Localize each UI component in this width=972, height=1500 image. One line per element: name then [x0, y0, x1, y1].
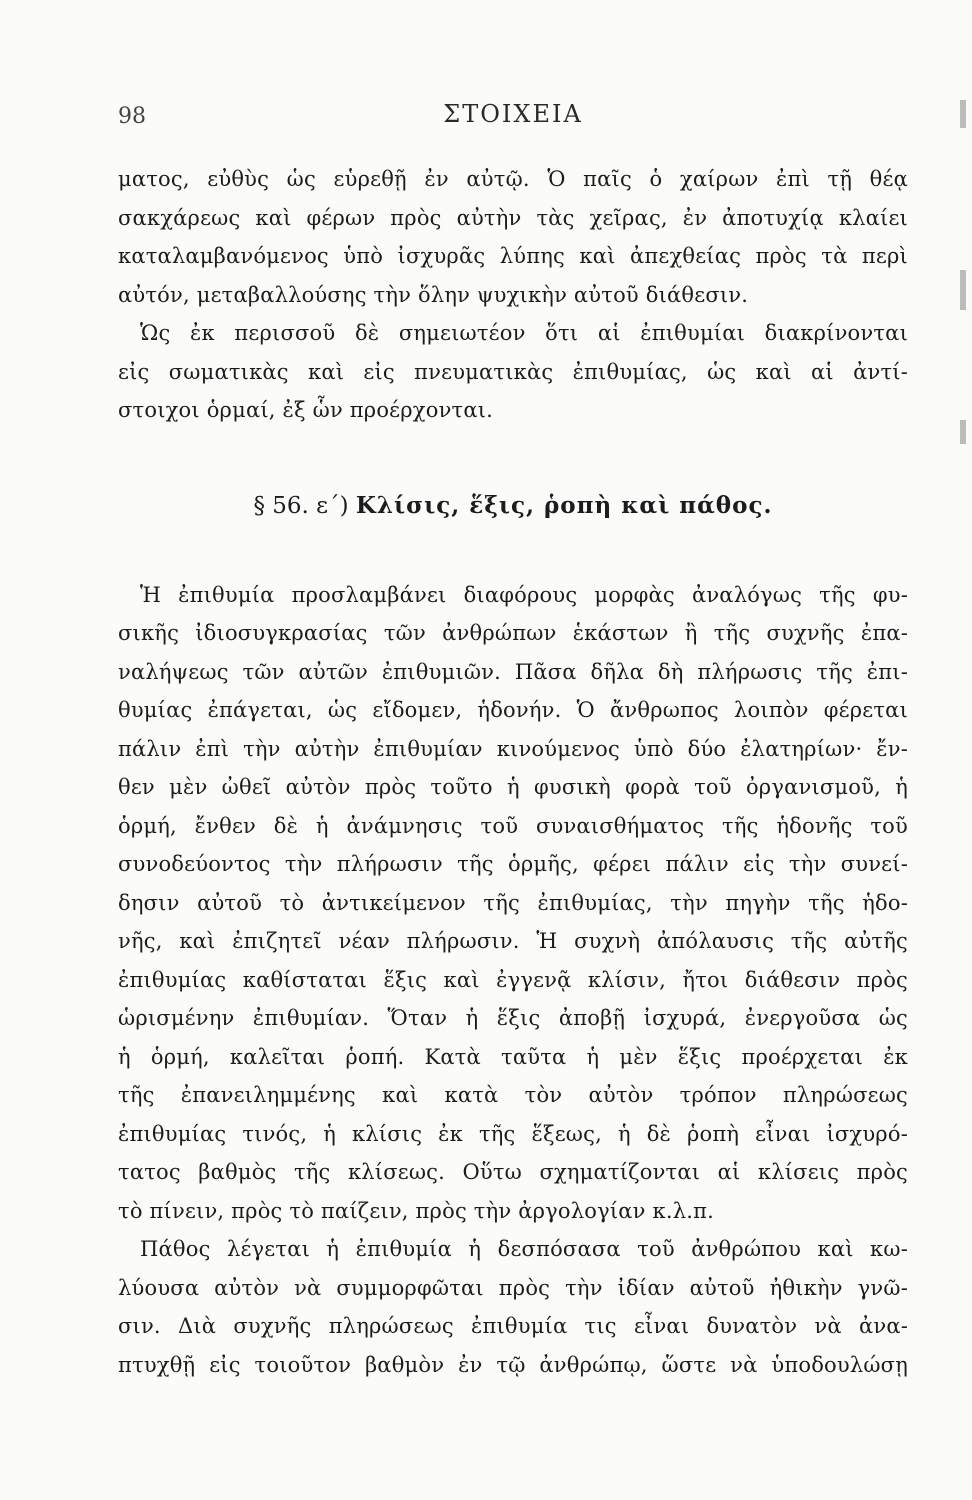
- text-line: σακχάρεως καὶ φέρων πρὸς αὐτὴν τὰς χεῖρας, ἐν ἀποτυχίᾳ κλαίει: [118, 205, 908, 230]
- text-line: τατος βαθμὸς τῆς κλίσεως. Οὕτω σχηματίζονται αἱ κλίσεις πρὸς: [118, 1160, 908, 1184]
- text-line: ἡ ὁρμή, καλεῖται ῥοπή. Κατὰ ταῦτα ἡ μὲν ἕξις προέρχεται ἐκ: [118, 1044, 908, 1069]
- text-line: ναλήψεως τῶν αὐτῶν ἐπιθυμιῶν. Πᾶσα δῆλα δὴ πλήρωσις τῆς ἐπι-: [118, 659, 908, 684]
- text-line: αὐτόν, μεταβαλλούσης τὴν ὅλην ψυχικὴν αὐτοῦ διάθεσιν.: [118, 282, 749, 307]
- scan-edge-mark: [960, 100, 966, 128]
- text-line: καταλαμβανόμενος ὑπὸ ἰσχυρᾶς λύπης καὶ ἀπεχθείας πρὸς τὰ περὶ: [118, 244, 908, 268]
- text-line: τῆς ἐπανειλημμένης καὶ κατὰ τὸν αὐτὸν τρόπον πληρώσεως: [118, 1083, 908, 1107]
- scan-edge-mark: [960, 420, 966, 444]
- text-line: τὸ πίνειν, πρὸς τὸ παίζειν, πρὸς τὴν ἀργολογίαν κ.λ.π.: [118, 1198, 714, 1223]
- text-line: Ἡ ἐπιθυμία προσλαμβάνει διαφόρους μορφὰς ἀναλόγως τῆς φυ-: [140, 582, 908, 607]
- text-line: νῆς, καὶ ἐπιζητεῖ νέαν πλήρωσιν. Ἡ συχνὴ ἀπόλαυσις τῆς αὐτῆς: [118, 929, 908, 953]
- section-number: § 56. ε΄): [253, 492, 349, 519]
- paragraph-4: [118, 1230, 908, 1384]
- text-line: στοιχοι ὁρμαί, ἐξ ὧν προέρχονται.: [118, 398, 494, 422]
- text-line: πάλιν ἐπὶ τὴν αὐτὴν ἐπιθυμίαν κινούμενος ὑπὸ δύο ἐλατηρίων· ἔν-: [118, 736, 908, 761]
- text-line: ἐπιθυμίας καθίσταται ἕξις καὶ ἐγγενᾷ κλίσιν, ἤτοι διάθεσιν πρὸς: [118, 967, 908, 992]
- text-line: θυμίας ἐπάγεται, ὡς εἴδομεν, ἡδονήν. Ὁ ἄνθρωπος λοιπὸν φέρεται: [118, 698, 908, 722]
- page-header: [118, 96, 908, 136]
- running-title: ΣΤΟΙΧΕΙΑ: [443, 100, 583, 128]
- text-line: δησιν αὐτοῦ τὸ ἀντικείμενον τῆς ἐπιθυμίας, τὴν πηγὴν τῆς ἡδο-: [118, 890, 908, 915]
- text-line: λύουσα αὐτὸν νὰ συμμορφῶται πρὸς τὴν ἰδίαν αὐτοῦ ἠθικὴν γνῶ-: [118, 1275, 908, 1300]
- text-line: Πάθος λέγεται ἡ ἐπιθυμία ἡ δεσπόσασα τοῦ ἀνθρώπου καὶ κω-: [140, 1237, 908, 1261]
- scan-edge-mark: [960, 270, 966, 310]
- body-text: [118, 160, 908, 1384]
- text-line: ὁρμή, ἔνθεν δὲ ἡ ἀνάμνησις τοῦ συναισθήματος τῆς ἡδονῆς τοῦ: [118, 813, 908, 838]
- paragraph-2: [118, 314, 908, 430]
- paragraph-1: [118, 160, 908, 314]
- text-line: εἰς σωματικὰς καὶ εἰς πνευματικὰς ἐπιθυμίας, ὡς καὶ αἱ ἀντί-: [118, 359, 908, 384]
- section-title: Κλίσις, ἕξις, ῥοπὴ καὶ πάθος.: [355, 491, 773, 519]
- text-line: θεν μὲν ὠθεῖ αὐτὸν πρὸς τοῦτο ἡ φυσικὴ φορὰ τοῦ ὀργανισμοῦ, ἡ: [118, 775, 908, 799]
- text-line: σικῆς ἰδιοσυγκρασίας τῶν ἀνθρώπων ἑκάστων ἢ τῆς συχνῆς ἐπα-: [118, 621, 908, 645]
- text-line: ὡρισμένην ἐπιθυμίαν. Ὅταν ἡ ἕξις ἀποβῇ ἰσχυρά, ἐνεργοῦσα ὡς: [118, 1006, 908, 1030]
- paragraph-3: [118, 576, 908, 1231]
- text-line: ματος, εὐθὺς ὡς εὑρεθῇ ἐν αὐτῷ. Ὁ παῖς ὁ χαίρων ἐπὶ τῇ θέᾳ: [118, 167, 908, 191]
- section-heading: [118, 476, 908, 536]
- text-line: πτυχθῇ εἰς τοιοῦτον βαθμὸν ἐν τῷ ἀνθρώπῳ, ὥστε νὰ ὑποδουλώσῃ: [118, 1352, 908, 1377]
- text-line: συνοδεύοντος τὴν πλήρωσιν τῆς ὁρμῆς, φέρει πάλιν εἰς τὴν συνεί-: [118, 852, 908, 876]
- text-line: Ὡς ἐκ περισσοῦ δὲ σημειωτέον ὅτι αἱ ἐπιθυμίαι διακρίνονται: [140, 321, 908, 345]
- page-number: 98: [118, 104, 146, 129]
- text-line: σιν. Διὰ συχνῆς πληρώσεως ἐπιθυμία τις εἶναι δυνατὸν νὰ ἀνα-: [118, 1314, 908, 1338]
- text-line: ἐπιθυμίας τινός, ἡ κλίσις ἐκ τῆς ἕξεως, ἡ δὲ ῥοπὴ εἶναι ἰσχυρό-: [118, 1121, 908, 1146]
